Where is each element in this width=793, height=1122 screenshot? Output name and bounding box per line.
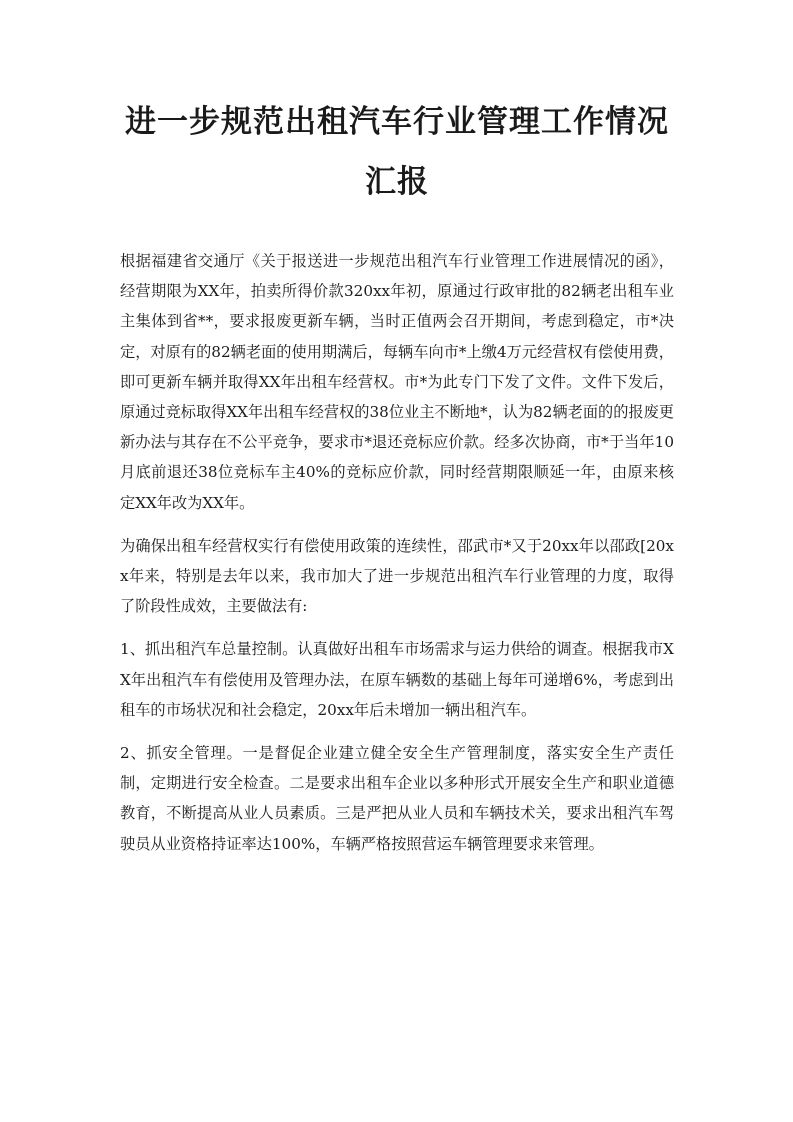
paragraph-background: 根据福建省交通厅《关于报送进一步规范出租汽车行业管理工作进展情况的函》，经营期限为XX年，拍卖所得价款320xx年初，原通过行政审批的82辆老出租车业主集体到省**，要求报废更新车辆，当时正值两会召开期间，考虑到稳定，市*决定，对原有的82辆老面的使用期满后，每辆车向市*上缴4万元经营权有偿使用费，即可更新车辆并取得XX年出租车经营权。市*为此专门下发了文件。文件下发后，原通过竞标取得XX年出租车经营权的38位业主不断地*，认为82辆老面的的报废更新办法与其存在不公平竞争，要求市*退还竞标应价款。经多次协商，市*于当年10月底前退还38位竞标车主40%的竞标应价款，同时经营期限顺延一年，由原来核定XX年改为XX年。 (120, 252, 674, 512)
document-title: 进一步规范出租汽车行业管理工作情况汇报 (125, 104, 669, 200)
paragraph-safety-management: 2、抓安全管理。一是督促企业建立健全安全生产管理制度，落实安全生产责任制，定期进行安全检查。二是要求出租车企业以多种形式开展安全生产和职业道德教育，不断提高从业人员素质。三是严把从业人员和车辆技术关，要求出租汽车驾驶员从业资格持证率达100%，车辆严格按照营运车辆管理要求来管理。 (120, 744, 674, 853)
document-body (120, 246, 674, 859)
paragraph-policy-continuity: 为确保出租车经营权实行有偿使用政策的连续性，邵武市*又于20xx年以邵政[20xx年来，特别是去年以来，我市加大了进一步规范出租汽车行业管理的力度，取得了阶段性成效，主要做法有: (120, 536, 674, 616)
paragraph-total-control: 1、抓出租汽车总量控制。认真做好出租车市场需求与运力供给的调查。根据我市XX年出租汽车有偿使用及管理办法，在原车辆数的基础上每年可递增6%，考虑到出租车的市场状况和社会稳定，20xx年后未增加一辆出租汽车。 (120, 640, 674, 719)
